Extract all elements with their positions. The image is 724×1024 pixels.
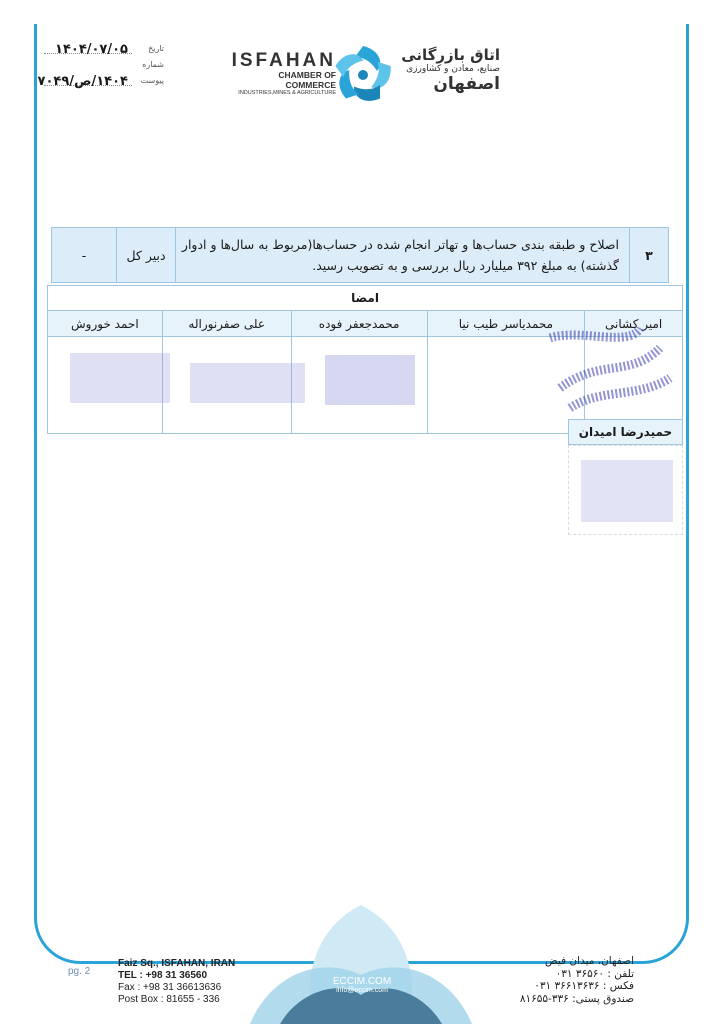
resolution-number: ۳ — [630, 228, 669, 283]
logo-tagline: INDUSTRIES,MINES & AGRICULTURE — [238, 90, 336, 96]
address-persian — [504, 955, 634, 1005]
fax-line-fa: فکس : ۳۶۶۱۳۶۳۶ ۰۳۱ — [534, 980, 634, 992]
chamber-logo-icon — [332, 44, 394, 106]
resolution-executor: دبیر کل — [117, 228, 176, 283]
signatory-name: علی صفرنوراله — [162, 311, 291, 337]
signature-title: امضا — [48, 286, 683, 311]
number-value: ۱۴۰۴/ص/۷۰۴۹ — [37, 74, 128, 89]
signature-redacted-icon — [185, 355, 310, 410]
resolution-deadline: - — [52, 228, 117, 283]
logo-fa-title: اتاق بازرگانی — [401, 46, 500, 64]
postbox-line: Post Box : 81655 - 336 — [118, 994, 220, 1005]
footer-website — [300, 976, 424, 994]
signature-redacted-icon — [320, 345, 420, 415]
header-meta — [37, 42, 164, 94]
signatory-name: محمدیاسر طیب نیا — [427, 311, 585, 337]
logo-persian — [396, 46, 500, 94]
logo-fa-subtitle: صنایع، معادن و کشاورزی — [406, 64, 500, 74]
extra-signatory-name: حمیدرضا امیدان — [568, 419, 683, 445]
page-number: pg. 2 — [68, 966, 91, 977]
signatory-name: احمد خوروش — [48, 311, 163, 337]
phone-line-fa: تلفن : ۳۶۵۶۰ ۰۳۱ — [555, 967, 634, 980]
signature-redacted-icon — [577, 456, 677, 526]
website-url: ECCIM.COM — [332, 976, 392, 987]
address-line-fa: اصفهان، میدان فیض — [545, 955, 634, 967]
logo-english — [226, 50, 336, 96]
signature-redacted-icon — [540, 318, 680, 418]
address-line: Faiz Sq., ISFAHAN, IRAN — [118, 958, 236, 969]
logo-title: ISFAHAN — [231, 50, 336, 71]
email-address: info@eccim.com — [336, 987, 388, 994]
date-label: تاریخ — [148, 44, 164, 53]
signature-redacted-icon — [65, 345, 175, 410]
fax-line: Fax : +98 31 36613636 — [118, 982, 222, 993]
date-value: ۱۴۰۴/۰۷/۰۵ — [55, 42, 128, 57]
extra-signature-cell — [568, 445, 683, 535]
postbox-line-fa: صندوق پستی: ۳۳۶-۸۱۶۵۵ — [519, 992, 634, 1005]
resolution-table — [51, 227, 669, 283]
signatory-name: محمدجعفر فوده — [291, 311, 427, 337]
phone-line: TEL : +98 31 36560 — [118, 970, 208, 981]
number-label: شماره — [142, 60, 164, 69]
logo-subtitle: CHAMBER OF COMMERCE — [278, 70, 336, 90]
resolution-text: اصلاح و طبقه بندی حساب‌ها و تهاتر انجام شده در حساب‌ها(مربوط به سال‌ها و ادوار گذشته) به مبلغ ۳۹۲ میلیارد ریال بررسی و به تصویب رسید. — [176, 228, 630, 283]
footer-flower-icon — [250, 905, 472, 1024]
logo-fa-city: اصفهان — [433, 74, 500, 94]
signatory-name: امیر کشانی — [585, 311, 683, 337]
attachment-label: پیوست — [140, 76, 164, 85]
resolution-row — [52, 228, 669, 283]
address-english — [118, 958, 235, 1006]
